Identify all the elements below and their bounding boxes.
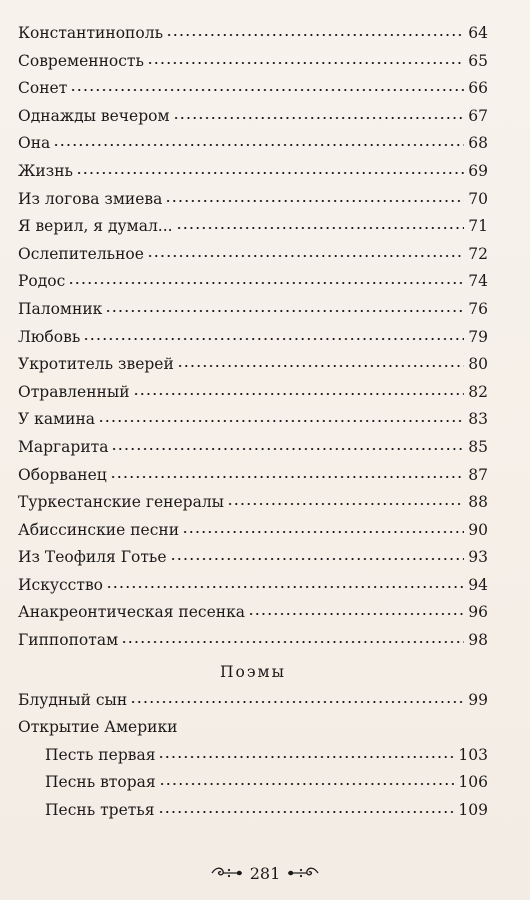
toc-entry-title: Абиссинские песни [18, 520, 180, 539]
toc-entry [18, 462, 488, 490]
dot-leader [147, 239, 464, 257]
toc-entry [18, 296, 488, 324]
toc-entry-page: 70 [468, 189, 488, 208]
dot-leader [105, 294, 464, 312]
toc-subentry-page: 103 [458, 745, 488, 764]
toc-entry [18, 324, 488, 352]
toc-entry [18, 599, 488, 627]
toc-entry-title: Анакреонтическая песенка [18, 603, 246, 622]
toc-entry-page: 85 [468, 437, 488, 456]
toc-entry-page: 79 [468, 327, 488, 346]
dot-leader [170, 542, 465, 560]
toc-entry [18, 687, 488, 715]
toc-entry-page: 98 [468, 631, 488, 650]
toc-entry [18, 544, 488, 572]
toc-subentry [18, 797, 488, 825]
dot-leader [177, 349, 464, 367]
dot-leader [53, 128, 464, 146]
toc-entry-title: Туркестанские генералы [18, 493, 225, 512]
dot-leader [182, 515, 464, 533]
toc-entry-page: 69 [468, 161, 488, 180]
toc-entry [18, 268, 488, 296]
toc-entry-page: 76 [468, 299, 488, 318]
toc-entry-title: Оборванец [18, 465, 107, 484]
toc-entry [18, 158, 488, 186]
toc-entry-page: 90 [468, 520, 488, 539]
toc-entry-page: 71 [468, 217, 488, 236]
toc-entry-title: Я верил, я думал... [18, 217, 173, 236]
toc-entry [18, 406, 488, 434]
toc-entry [18, 434, 488, 462]
toc-subentry [18, 769, 488, 797]
dot-leader [166, 18, 464, 36]
dot-leader [147, 46, 464, 64]
dot-leader [227, 487, 464, 505]
toc-entry-title: Ослепительное [18, 244, 144, 263]
dot-leader [76, 156, 464, 174]
toc-entry-page: 65 [468, 51, 488, 70]
dot-leader [121, 625, 464, 643]
toc-entry-page: 94 [468, 575, 488, 594]
dot-leader [248, 597, 464, 615]
toc-entry [18, 103, 488, 131]
toc-entry-page: 83 [468, 410, 488, 429]
toc-entry-page: 72 [468, 244, 488, 263]
toc-entry-title: Родос [18, 272, 66, 291]
dot-leader [133, 377, 465, 395]
toc-entry-title: Отравленный [18, 382, 130, 401]
toc-subentry-page: 109 [458, 801, 488, 820]
toc-subentry-title: Песть первая [45, 745, 156, 764]
dot-leader [106, 570, 464, 588]
dot-leader [176, 211, 465, 229]
dot-leader [158, 795, 455, 813]
dot-leader [70, 73, 464, 91]
toc-entry-title: Блудный сын [18, 690, 128, 709]
toc-entry [18, 186, 488, 214]
toc-entry [18, 20, 488, 48]
table-of-contents [18, 20, 488, 825]
dot-leader [83, 322, 464, 340]
dot-leader [158, 740, 454, 758]
dot-leader [159, 767, 455, 785]
toc-entry-page: 82 [468, 382, 488, 401]
toc-entry [18, 572, 488, 600]
page-number: 281 [249, 863, 281, 883]
toc-entry-title: Укротитель зверей [18, 355, 174, 374]
toc-subentry-title: Песнь вторая [45, 773, 156, 792]
toc-entry-page: 64 [468, 24, 488, 42]
toc-entry [18, 351, 488, 379]
left-ornament-icon [210, 866, 244, 880]
toc-entry-title: Гиппопотам [18, 631, 119, 650]
toc-entry-page: 67 [468, 106, 488, 125]
toc-entry [18, 241, 488, 269]
toc-entry-title: Из логова змиева [18, 189, 163, 208]
toc-entry-title: Она [18, 134, 51, 153]
dot-leader [165, 184, 464, 202]
toc-entry-title: Искусство [18, 575, 104, 594]
toc-entry-title: Паломник [18, 299, 103, 318]
toc-subentry-page: 106 [458, 773, 488, 792]
dot-leader [111, 432, 464, 450]
toc-entry [18, 75, 488, 103]
toc-group-title: Открытие Америки [18, 718, 178, 737]
toc-subentry-title: Песнь третья [45, 801, 155, 820]
page-footer [0, 858, 530, 888]
toc-entry-title: Любовь [18, 327, 81, 346]
toc-entry-page: 96 [468, 603, 488, 622]
toc-entry-page: 80 [468, 355, 488, 374]
toc-subentry [18, 742, 488, 770]
toc-entry-page: 93 [468, 548, 488, 567]
toc-entry-page: 88 [468, 493, 488, 512]
toc-entry-title: Маргарита [18, 437, 109, 456]
toc-entry-title: Константинополь [18, 24, 164, 42]
right-ornament-icon [286, 866, 320, 880]
toc-group-heading [18, 714, 488, 742]
toc-entry-title: Современность [18, 51, 144, 70]
dot-leader [110, 460, 465, 478]
toc-entry-page: 66 [468, 79, 488, 98]
toc-entry-title: Из Теофиля Готье [18, 548, 167, 567]
dot-leader [173, 101, 465, 119]
toc-entry [18, 213, 488, 241]
section-heading-poems: Поэмы [220, 662, 286, 681]
toc-entry [18, 517, 488, 545]
toc-entry-title: Однажды вечером [18, 106, 170, 125]
toc-entry-title: Сонет [18, 79, 68, 98]
toc-entry-page: 99 [468, 690, 488, 709]
toc-entry-page: 68 [468, 134, 488, 153]
toc-entry [18, 489, 488, 517]
dot-leader [130, 685, 464, 703]
toc-entry-page: 87 [468, 465, 488, 484]
toc-entry [18, 48, 488, 76]
toc-entry-page: 74 [468, 272, 488, 291]
toc-entry-title: Жизнь [18, 161, 73, 180]
dot-leader [68, 266, 464, 284]
dot-leader [98, 404, 464, 422]
toc-entry [18, 379, 488, 407]
toc-entry-title: У камина [18, 410, 96, 429]
toc-entry [18, 627, 488, 655]
toc-entry [18, 130, 488, 158]
